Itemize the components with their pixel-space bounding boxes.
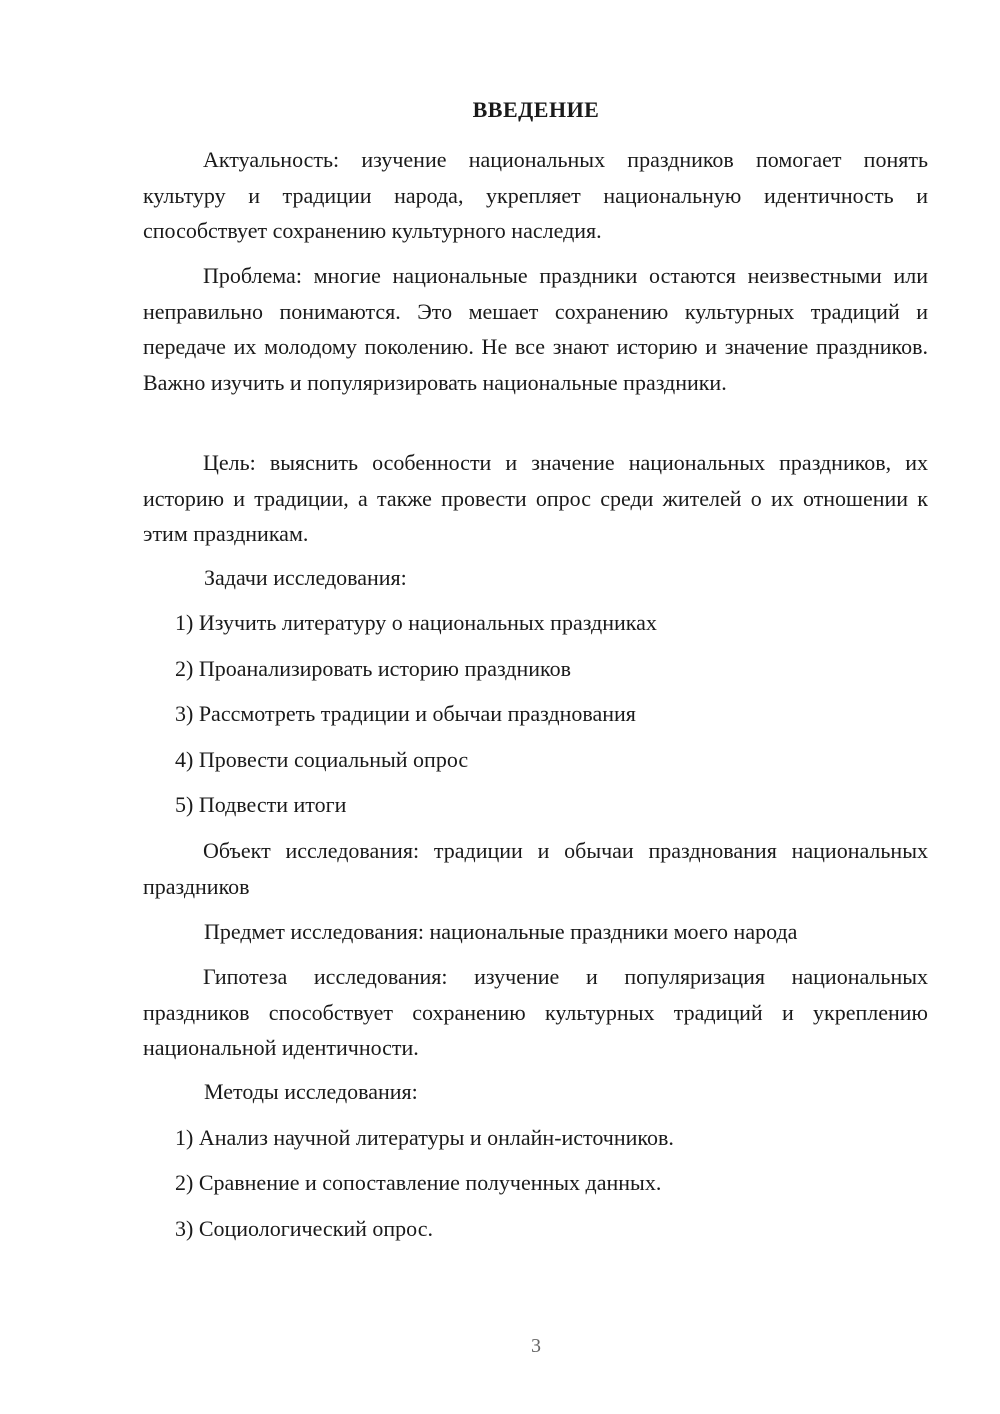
task-item: 1) Изучить литературу о национальных праздниках <box>175 610 657 635</box>
method-item: 3) Социологический опрос. <box>175 1216 433 1241</box>
problem-paragraph: Проблема: многие национальные праздники остаются неизвестными или неправильно понимаются. Это мешает сохранению культурных традиций и передаче их молодому поколению. Не все знают историю и значение праздников. Важно изучить и популяризировать национальные праздники. <box>143 263 928 395</box>
goal-paragraph: Цель: выяснить особенности и значение национальных праздников, их историю и традиции, а также провести опрос среди жителей о их отношении к этим праздникам. <box>143 450 928 546</box>
task-item: 4) Провести социальный опрос <box>175 747 469 772</box>
methods-heading: Методы исследования: <box>204 1079 418 1104</box>
section-title: ВВЕДЕНИЕ <box>472 97 600 122</box>
subject-paragraph: Предмет исследования: национальные праздники моего народа <box>204 919 798 944</box>
method-item: 1) Анализ научной литературы и онлайн-источников. <box>175 1125 674 1150</box>
hypothesis-paragraph: Гипотеза исследования: изучение и популяризация национальных праздников способствует сохранению культурных традиций и укреплению национальной идентичности. <box>143 964 928 1060</box>
method-item: 2) Сравнение и сопоставление полученных данных. <box>175 1170 662 1195</box>
task-item: 3) Рассмотреть традиции и обычаи празднования <box>175 701 636 726</box>
task-item: 5) Подвести итоги <box>175 792 347 817</box>
task-item: 2) Проанализировать историю праздников <box>175 656 571 681</box>
tasks-heading: Задачи исследования: <box>204 565 407 590</box>
page-number: 3 <box>531 1335 541 1357</box>
relevance-paragraph: Актуальность: изучение национальных праздников помогает понять культуру и традиции народа, укрепляет национальную идентичность и способствует сохранению культурного наследия. <box>143 147 928 243</box>
object-paragraph: Объект исследования: традиции и обычаи празднования национальных праздников <box>143 838 928 899</box>
